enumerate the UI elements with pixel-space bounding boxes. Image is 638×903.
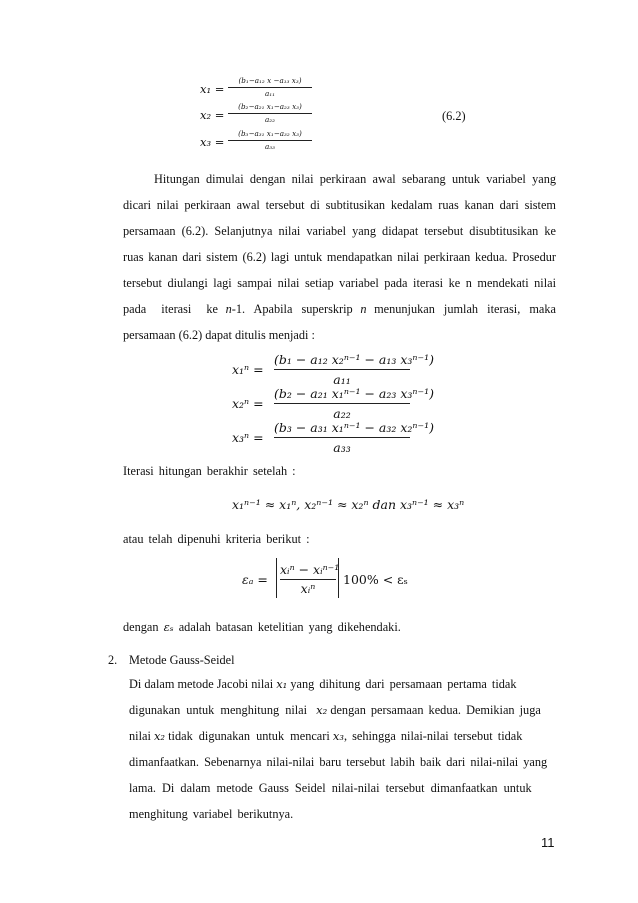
criteria-note-text: adalah batasan ketelitian yang dikehendaki. <box>178 620 401 634</box>
section-number: 2. <box>108 653 118 667</box>
page-number: 11 <box>541 835 555 850</box>
iter-eq2-denominator: a₂₂ <box>333 406 351 421</box>
criteria-note <box>123 620 401 634</box>
eq62-row2-denominator: a₂₂ <box>264 115 276 124</box>
section-line <box>129 703 541 717</box>
paragraph-text: menunjukan jumlah iterasi, maka <box>374 302 556 316</box>
section-line: menghitung variabel berikutnya. <box>129 807 294 821</box>
eq62-row2-numerator: (b₂−a₂₁ x₁−a₂₃ x₃) <box>238 102 302 111</box>
symbol-x3: x₃ <box>332 729 344 743</box>
section-line <box>129 729 522 743</box>
criteria-equation <box>242 556 422 606</box>
iteration-equations-block <box>232 352 434 456</box>
equation-6-2-block <box>200 74 340 162</box>
iter-eq3-bar <box>274 437 410 438</box>
section-line <box>129 677 517 691</box>
criteria-rhs: 100% < εₛ <box>343 572 408 587</box>
iter-eq2-lhs: x₂ⁿ = <box>232 396 264 411</box>
iter-eq1-bar <box>274 369 410 370</box>
eq62-row1-numerator: (b₁−a₁₂ x −a₁₃ x₃) <box>238 76 302 85</box>
eq62-row3-denominator: a₃₃ <box>264 142 276 151</box>
equation-number-6-2: (6.2) <box>442 109 466 123</box>
stop-condition-equation: x₁ⁿ⁻¹ ≈ x₁ⁿ, x₂ⁿ⁻¹ ≈ x₂ⁿ dan x₃ⁿ⁻¹ ≈ x₃ⁿ <box>232 497 465 512</box>
eq62-row1-denominator: a₁₁ <box>264 89 276 98</box>
symbol-n: n <box>225 302 232 316</box>
criteria-numerator: xᵢⁿ − xᵢⁿ⁻¹ <box>280 562 340 577</box>
symbol-x2: x₂ <box>316 703 328 717</box>
eq62-row1-bar <box>228 87 312 88</box>
eq62-row2-lhs: x₂ = <box>200 108 225 122</box>
iter-eq3-denominator: a₃₃ <box>333 440 351 455</box>
eq62-row3-bar <box>228 140 312 141</box>
paragraph-text: pada iterasi ke <box>123 302 219 316</box>
paragraph-line: Hitungan dimulai dengan nilai perkiraan awal sebarang untuk variabel yang <box>154 172 556 186</box>
criteria-lhs: εₐ = <box>242 572 268 587</box>
section-title: Metode Gauss-Seidel <box>129 653 235 667</box>
iter-eq1-denominator: a₁₁ <box>333 372 351 387</box>
paragraph-line-iteration <box>123 302 556 316</box>
paragraph-line: persamaan (6.2). Selanjutnya nilai variabel yang didapat tersebut disubtitusikan ke <box>123 224 556 238</box>
iter-eq1-lhs: x₁ⁿ = <box>232 362 264 377</box>
section-text: dengan persamaan kedua. Demikian juga <box>330 703 541 717</box>
eq62-row2-bar <box>228 113 312 114</box>
section-text: yang dihitung dari persamaan pertama tidak <box>290 677 517 691</box>
symbol-x2: x₂ <box>153 729 166 743</box>
section-text: Di dalam metode Jacobi nilai <box>129 677 274 691</box>
iter-eq2-bar <box>274 403 410 404</box>
abs-bar-left <box>276 558 277 598</box>
symbol-n: n <box>360 302 367 316</box>
section-text: tidak digunakan untuk mencari <box>168 729 330 743</box>
eq62-row1-lhs: x₁ = <box>200 82 225 96</box>
iter-eq2-numerator: (b₂ − a₂₁ x₁ⁿ⁻¹ − a₂₃ x₃ⁿ⁻¹) <box>274 386 434 401</box>
iter-eq1-numerator: (b₁ − a₁₂ x₂ⁿ⁻¹ − a₁₃ x₃ⁿ⁻¹) <box>274 352 434 367</box>
stop-condition-text: Iterasi hitungan berakhir setelah : <box>123 464 296 478</box>
criteria-denominator: xᵢⁿ <box>300 581 316 596</box>
paragraph-line: ruas kanan dari sistem (6.2) lagi untuk mendapatkan nilai perkiraan kedua. Prosedur <box>123 250 556 264</box>
criteria-text: atau telah dipenuhi kriteria berikut : <box>123 532 310 546</box>
eq62-row3-lhs: x₃ = <box>200 135 225 149</box>
paragraph-text: -1. Apabila superskrip <box>231 302 353 316</box>
section-text: nilai <box>129 729 151 743</box>
iter-eq3-lhs: x₃ⁿ = <box>232 430 264 445</box>
eq62-row3-numerator: (b₃−a₃₁ x₁−a₃₂ x₃) <box>238 129 302 138</box>
paragraph-line: dicari nilai perkiraan awal tersebut di subtitusikan kedalam ruas kanan dari sistem <box>123 198 556 212</box>
section-text: , sehingga nilai-nilai tersebut tidak <box>343 729 523 743</box>
criteria-note-text: dengan <box>123 620 159 634</box>
criteria-bar <box>280 579 336 580</box>
paragraph-line: persamaan (6.2) dapat ditulis menjadi : <box>123 328 315 342</box>
abs-bar-right <box>338 558 339 598</box>
iter-eq3-numerator: (b₃ − a₃₁ x₁ⁿ⁻¹ − a₃₂ x₂ⁿ⁻¹) <box>274 420 434 435</box>
epsilon-s-symbol: εₛ <box>163 620 174 634</box>
symbol-x1: x₁ <box>276 677 288 691</box>
paragraph-line: tersebut diulangi lagi sampai nilai setiap variabel pada iterasi ke n mendekati nilai <box>123 276 556 290</box>
section-line: dimanfaatkan. Sebenarnya nilai-nilai baru tersebut labih baik dari nilai-nilai yang <box>129 755 548 769</box>
section-text: digunakan untuk menghitung nilai <box>129 703 308 717</box>
section-line: lama. Di dalam metode Gauss Seidel nilai-nilai tersebut dimanfaatkan untuk <box>129 781 532 795</box>
